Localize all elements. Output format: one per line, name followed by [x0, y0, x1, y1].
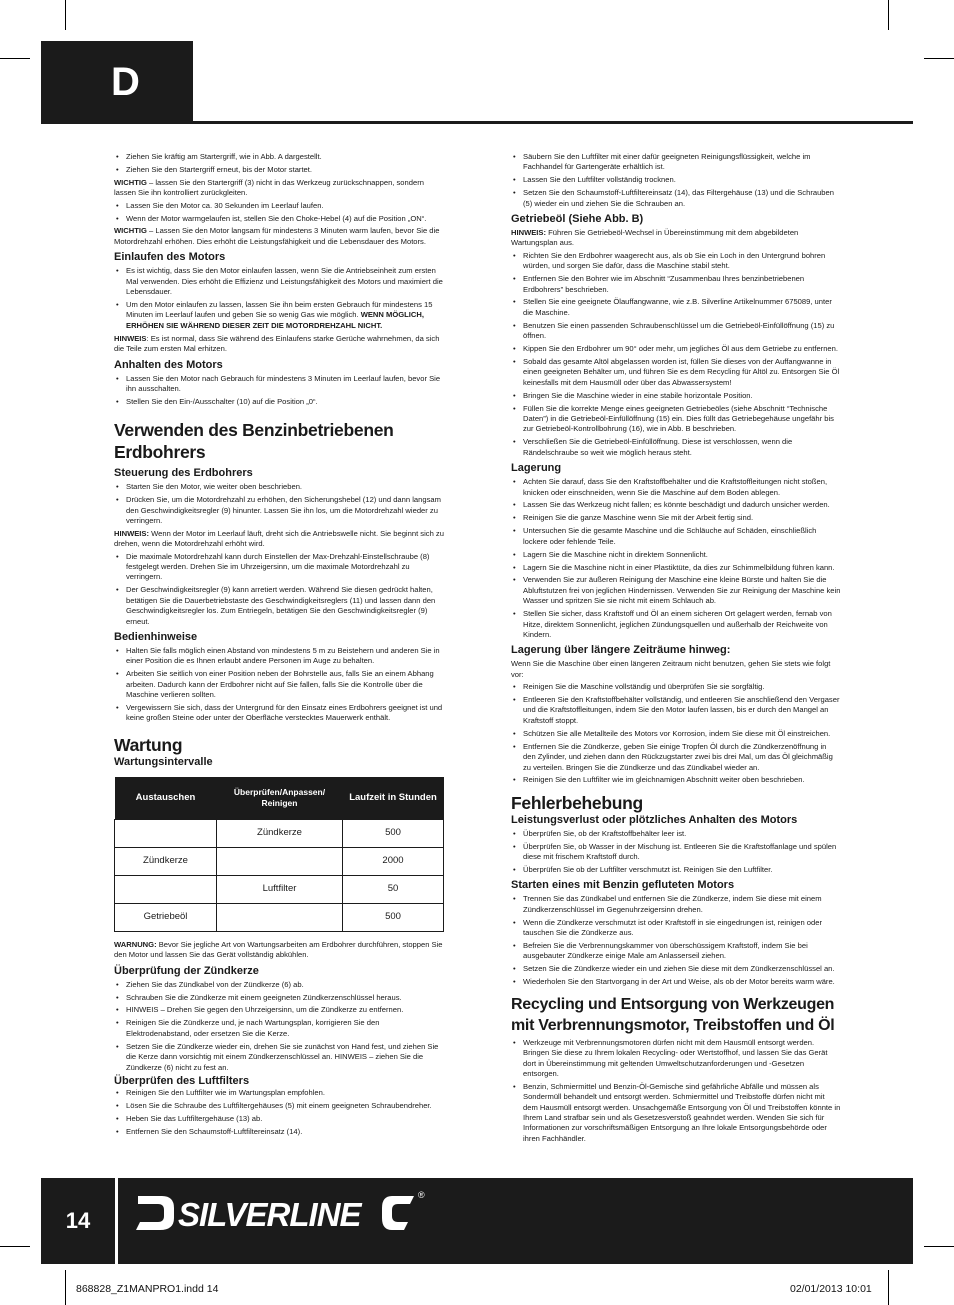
list-item: • Drücken Sie, um die Motordrehzahl zu erhöhen, den Sicherungshebel (12) und dann langsam den Geschwindigkeitsregler (9) hinunter. Lassen Sie ihn los, um die Motordrehzahl wieder zu verringern. [114, 495, 446, 526]
hint-note: HINWEIS: Es ist normal, dass Sie während des Einlaufens starke Gerüche wahrnehmen, da sich die Teile zum ersten Mal erhitzen. [114, 333, 440, 354]
list-item: • Lassen Sie den Luftfilter vollständig trocknen. [511, 175, 841, 185]
list-item: • Starten Sie den Motor, wie weiter oben beschrieben. [114, 482, 446, 492]
list-item: • Ziehen Sie kräftig am Startergriff, wie in Abb. A dargestellt. [114, 152, 446, 162]
table-row: Zündkerze 500 [115, 819, 444, 847]
file-info: 868828_Z1MANPRO1.indd 14 [76, 1283, 219, 1295]
list-item: • Entfernen Sie den Schaumstoff-Luftfiltereinsatz (14). [114, 1127, 446, 1137]
table-row: Getriebeöl 500 [115, 903, 444, 931]
list-item: • Entleeren Sie den Kraftstoffbehälter vollständig, und entleeren Sie anschließend den Vergaser und die Kraftstoffleitungen, indem Sie den Motor laufen lassen, bis er durch den Mangel an Kraftstoff stoppt. [511, 695, 841, 726]
header-rule [193, 121, 913, 124]
hint-note: HINWEIS: Führen Sie Getriebeöl-Wechsel in Übereinstimmung mit dem abgebildeten Wartungsplan aus. [511, 228, 799, 248]
list-item: • Setzen Sie die Zündkerze wieder ein und ziehen Sie diese mit dem Zündkerzenschlüssel an. [511, 964, 841, 974]
list-item: • Wenn der Motor warmgelaufen ist, stellen Sie den Choke-Hebel (4) auf die Position „ON“. [114, 214, 446, 224]
maintenance-table [114, 777, 444, 932]
list-item: • Halten Sie falls möglich einen Abstand von mindestens 5 m zu Beistehern und anderen Sie in einer Position die es Ihnen erlaubt andere Personen im Auge zu behalten. [114, 646, 446, 667]
chapter-heading: Wartung [114, 734, 183, 755]
list-item: • Lagern Sie die Maschine nicht in einer Plastiktüte, da dies zur Schimmelbildung führen kann. [511, 563, 841, 573]
list-item: • Überprüfen Sie, ob der Kraftstoffbehälter leer ist. [511, 829, 841, 839]
list-item: • Säubern Sie den Luftfilter mit einer dafür geeigneten Reinigungsflüssigkeit, welche im Fachhandel für Gartengeräte erhältlich ist. [511, 152, 841, 173]
warning-note: WARNUNG: Bevor Sie jegliche Art von Wartungsarbeiten am Erdbohrer durchführen, stoppen Sie den Motor und lassen Sie das Gerät vollständig abkühlen. [114, 939, 443, 960]
right-column [511, 152, 841, 1147]
chapter-heading: Recycling und Entsorgung von Werkzeugen mit Verbrennungsmotor, Treibstoffen und Öl [511, 995, 835, 1034]
list-item: • Stellen Sie eine geeignete Ölauffangwanne, wie z.B. Silverline Artikelnummer 675089, unter die Maschine. [511, 297, 841, 318]
list-item: • Lassen Sie das Werkzeug nicht fallen; es könnte beschädigt und dadurch unsicher werden. [511, 500, 841, 510]
warning-note: WICHTIG – lassen Sie den Startergriff (3) nicht in das Werkzeug zurückschnappen, sondern lassen Sie ihn kontrolliert zurückgleiten. [114, 177, 424, 198]
list-item: • Bringen Sie die Maschine wieder in eine stabile horizontale Position. [511, 391, 841, 401]
list-item: • Benzin, Schmiermittel und Benzin-Öl-Gemische sind gefährliche Abfälle und müssen als Sondermüll behandelt und entsorgt werden. Schmiermittel und Treibstoffe dürfen nicht mit dem Hausmüll entsorgt werden. Unsachgemäße Entsorgung von Öl und Treibstoffen könnte in Ihrem Land strafbar sein und als Gesetzesverstoß geahndet werden. Wenden Sie sich für Informationen zur vorschriftsmäßigen Entsorgung an Ihre lokale Entsorgungsbehörde oder ihren Fachhändler. [511, 1082, 841, 1144]
crop-mark [888, 1270, 889, 1305]
list-item: • Lagern Sie die Maschine nicht in direktem Sonnenlicht. [511, 550, 841, 560]
section-heading: Wartungsintervalle [114, 755, 213, 768]
section-heading: Lagerung über längere Zeiträume hinweg: [511, 644, 731, 657]
list-item: • Die maximale Motordrehzahl kann durch Einstellen der Max-Drehzahl-Einstellschraube (8) festgelegt werden. Drehen Sie im Uhrzeigersinn, um die maximale Motordrehzahl zu verringern. [114, 552, 446, 583]
list-item: • Reinigen Sie die Maschine vollständig und überprüfen Sie sie sorgfältig. [511, 682, 841, 692]
list-item: • Entfernen Sie den Bohrer wie im Abschnitt “Zusammenbau Ihres benzinbetriebenen Erdbohrers” beschrieben. [511, 274, 841, 295]
silverline-logo [130, 1188, 430, 1243]
list-item: • Ziehen Sie den Startergriff erneut, bis der Motor startet. [114, 165, 446, 175]
list-item: • Lassen Sie den Motor nach Gebrauch für mindestens 3 Minuten im Leerlauf laufen, bevor Sie ihn ausschalten. [114, 374, 446, 395]
hint-note: HINWEIS: Wenn der Motor im Leerlauf läuft, dreht sich die Antriebswelle nicht. Sie beginnt sich zu drehen, wenn die Motordrehzahl erhöht wird. [114, 528, 444, 549]
section-heading: Lagerung [511, 462, 562, 475]
crop-mark [0, 1246, 30, 1247]
list-item: • Setzen Sie den Schaumstoff-Luftfiltereinsatz (14), das Filtergehäuse (13) und die Schrauben (5) wieder ein und ziehen Sie die Schrauben an. [511, 188, 841, 209]
list-item: • Benutzen Sie einen passenden Schraubenschlüssel um die Getriebeöl-Einfüllöffnung (15) zu öffnen. [511, 321, 841, 342]
section-heading: Leistungsverlust oder plötzliches Anhalten des Motors [511, 813, 798, 826]
table-row: Zündkerze 2000 [115, 847, 444, 875]
list-item: • Untersuchen Sie die gesamte Maschine und die Schläuche auf Schäden, einschließlich lockere oder fehlende Teile. [511, 526, 841, 547]
list-item: • Reinigen Sie den Luftfilter wie im gleichnamigen Abschnitt weiter oben beschrieben. [511, 775, 841, 785]
footer-separator [115, 1178, 118, 1264]
section-heading: Steuerung des Erdbohrers [114, 467, 253, 480]
list-item: • Füllen Sie die korrekte Menge eines geeigneten Getriebeöles (siehe Abschnitt “Technische Daten”) in die Getriebeöl-Einfüllöffnung (15) ein. Dies füllt das Getriebegehäuse ungefähr bis zur Getriebeöl-Kontrollbohrung (16), wie in Abb. B beschrieben. [511, 404, 841, 435]
list-item: • Reinigen Sie den Luftfilter wie im Wartungsplan empfohlen. [114, 1088, 446, 1098]
list-item: • Werkzeuge mit Verbrennungsmotoren dürfen nicht mit dem Hausmüll entsorgt werden. Bringen Sie diese zu Ihrem lokalen Recycling- oder Wertstoffhof, und lassen Sie das Gerät dort in Übereinstimmung mit geltenden Umweltschutzanforderungen und -Gesetzen entsorgen. [511, 1038, 841, 1080]
list-item: • Verwenden Sie zur äußeren Reinigung der Maschine eine kleine Bürste und halten Sie die Abluftstutzen frei von jeglichen Hindernissen. Verwenden Sie zur Reinigung der Maschine kein Wasser und spritzen Sie sie nicht mit einem Schlauch ab. [511, 575, 841, 606]
crop-mark [65, 0, 66, 30]
list-item: • HINWEIS – Drehen Sie gegen den Uhrzeigersinn, um die Zündkerze zu entfernen. [114, 1005, 446, 1015]
list-item: • Sobald das gesamte Altöl abgelassen worden ist, füllen Sie dieses von der Auffangwanne in einen geeigneten Behälter um, und führen Sie es dem Recycling für Altöl zu. Entsorgen Sie Öl keinesfalls mit dem Hausmüll oder über das Abwassersystem! [511, 357, 841, 388]
section-heading: Getriebeöl (Siehe Abb. B) [511, 213, 644, 226]
list-item: • Der Geschwindigkeitsregler (9) kann arretiert werden. Während Sie diesen gedrückt halten, betätigen Sie die Dauerbetriebstaste des Geschwindigkeitsreglers (11) und lassen dann den Geschwindigkeitsregler los. Zum Entriegeln, betätigen Sie den Geschwindigkeitsregler (9) erneut. [114, 585, 446, 627]
list-item: • Verschließen Sie die Getriebeöl-Einfüllöffnung. Diese ist verschlossen, wenn die Rändelschraube so weit wie möglich heraus steht. [511, 437, 841, 458]
brand-logo-icon [130, 1188, 430, 1238]
chapter-heading: Verwenden des Benzinbetriebenen Erdbohrers [114, 420, 394, 463]
list-item: • Kippen Sie den Erdbohrer um 90° oder mehr, um jegliches Öl aus dem Getriebe zu entfernen. [511, 344, 841, 354]
list-item: • Stellen Sie den Ein-/Ausschalter (10) auf die Position „0“. [114, 397, 446, 407]
warning-note: WICHTIG – Lassen Sie den Motor langsam für mindestens 3 Minuten warm laufen, bevor Sie die Motordrehzahl erhöhen. Dies erhöht die Leistungsfähigkeit und die Lebensdauer des Motors. [114, 226, 440, 246]
list-item: • Schützen Sie alle Metallteile des Motors vor Korrosion, indem Sie diese mit Öl einstreichen. [511, 729, 841, 739]
list-item: • Richten Sie den Erdbohrer waagerecht aus, als ob Sie ein Loch in den Untergrund bohren würden, und sorgen Sie dafür, dass die Maschine stabil steht. [511, 251, 841, 272]
section-heading: Überprüfung der Zündkerze [114, 964, 259, 977]
section-heading: Einlaufen des Motors [114, 251, 226, 264]
page-number: 14 [65, 1208, 91, 1233]
list-item: • Schrauben Sie die Zündkerze mit einem geeigneten Zündkerzenschlüssel heraus. [114, 993, 446, 1003]
left-column [114, 152, 446, 1140]
crop-mark [0, 58, 30, 59]
list-item: • Reinigen Sie die ganze Maschine wenn Sie mit der Arbeit fertig sind. [511, 513, 841, 523]
list-item: • Reinigen Sie die Zündkerze und, je nach Wartungsplan, korrigieren Sie den Elektrodenabstand, oder ersetzen Sie die Kerze. [114, 1018, 446, 1039]
svg-text:SILVERLINE: SILVERLINE [178, 1196, 361, 1233]
list-item: • Achten Sie darauf, dass Sie den Kraftstoffbehälter und die Kraftstoffleitungen nicht stoßen, knicken oder einschneiden, wenn Sie die Maschine auf dem Boden ablegen. [511, 477, 841, 498]
section-letter: D [111, 60, 140, 104]
list-item: • Entfernen Sie die Zündkerze, geben Sie einige Tropfen Öl durch die Zündkerzenöffnung in den Zylinder, und ziehen dann den Rückzugstarter zwei bis drei Mal, um das Öl gleichmäßig zu verteilen. Bringen Sie die Zündkerze und das Zündkabel wieder an. [511, 742, 841, 773]
table-row: Luftfilter 50 [115, 875, 444, 903]
table-header: Überprüfen/Anpassen/ Reinigen [217, 777, 343, 820]
crop-mark [65, 1270, 66, 1305]
list-item: • Ziehen Sie das Zündkabel von der Zündkerze (6) ab. [114, 980, 446, 990]
section-heading: Starten eines mit Benzin gefluteten Motors [511, 879, 735, 892]
list-item: • Vergewissern Sie sich, dass der Untergrund für den Einsatz eines Erdbohrers geeignet ist und keine großen Steine oder unter der Oberfläche verstecktes Mauerwerk enthält. [114, 703, 446, 724]
list-item: • Befreien Sie die Verbrennungskammer von überschüssigem Kraftstoff, indem Sie bei ausgebauter Zündkerze einige Male am Anlasserseil ziehen. [511, 941, 841, 962]
chapter-heading: Fehlerbehebung [511, 792, 643, 813]
crop-mark [888, 0, 889, 30]
table-header: Austauschen [115, 777, 217, 820]
list-item: • Stellen Sie sicher, dass Kraftstoff und Öl an einem sicheren Ort gelagert werden, fernab von Hitze, direktem Sonnenlicht, jeglichen Zündungsquellen und außerhalb der Reichweite von Kindern. [511, 609, 841, 640]
list-item: • Wenn die Zündkerze verschmutzt ist oder Kraftstoff in sie eingedrungen ist, reinigen oder tauschen Sie die Zündkerze aus. [511, 918, 841, 939]
list-item: • Lassen Sie den Motor ca. 30 Sekunden im Leerlauf laufen. [114, 201, 446, 211]
print-date: 02/01/2013 10:01 [790, 1283, 872, 1295]
crop-mark [924, 58, 954, 59]
section-tab [41, 41, 193, 124]
crop-mark [924, 1246, 954, 1247]
list-item: • Trennen Sie das Zündkabel und entfernen Sie die Zündkerze, indem Sie diese mit einem Zündkerzenschlüssel im Gegenuhrzeigersinn drehen. [511, 894, 841, 915]
list-item: • Um den Motor einlaufen zu lassen, lassen Sie ihn beim ersten Gebrauch für mindestens 15 Minuten im Leerlauf laufen und geben Sie so wenig Gas wie möglich. WENN MÖGLICH, ERHÖHEN SIE WÄHREND DIESER ZEIT DIE MOTORDREHZAHL NICHT. [114, 300, 446, 331]
list-item: • Lösen Sie die Schraube des Luftfiltergehäuses (5) mit einem geeigneten Schraubendreher. [114, 1101, 446, 1111]
section-heading: Anhalten des Motors [114, 358, 223, 371]
list-item: • Setzen Sie die Zündkerze wieder ein, drehen Sie sie zunächst von Hand fest, und ziehen Sie die Kerze dann vorsichtig mit einem Zündkerzenschlüssel an. HINWEIS – ziehen Sie die Zündkerze (6) nicht zu fest an. [114, 1042, 446, 1073]
table-header: Laufzeit in Stunden [343, 777, 444, 820]
svg-text:®: ® [418, 1190, 425, 1200]
list-item: • Überprüfen Sie, ob Wasser in der Mischung ist. Entleeren Sie die Kraftstoffanlage und spülen diese mit frischem Kraftstoff durch. [511, 842, 841, 863]
section-heading: Bedienhinweise [114, 631, 198, 643]
list-item: • Es ist wichtig, dass Sie den Motor einlaufen lassen, wenn Sie die Antriebseinheit zum ersten Mal verwenden. Dies erhöht die Effizienz und Leistungsfähigkeit des Motors und maximiert die Lebensdauer. [114, 266, 446, 297]
list-item: • Überprüfen Sie ob der Luftfilter verschmutzt ist. Reinigen Sie den Luftfilter. [511, 865, 841, 875]
list-item: • Arbeiten Sie seitlich von einer Position neben der Bohrstelle aus, falls Sie an einem Abhang arbeiten. Dadurch kann der Erdbohrer nicht auf Sie fallen, falls Sie die Kontrolle über die Maschine verlieren sollten. [114, 669, 446, 700]
paragraph: Wenn Sie die Maschine über einen längeren Zeitraum nicht benutzen, gehen Sie stets wie folgt vor: [511, 659, 831, 679]
list-item: • Wiederholen Sie den Startvorgang in der Art und Weise, als ob der Motor bereits warm wäre. [511, 977, 841, 987]
list-item: • Heben Sie das Luftfiltergehäuse (13) ab. [114, 1114, 446, 1124]
section-heading: Überprüfen des Luftfilters [114, 1075, 250, 1088]
